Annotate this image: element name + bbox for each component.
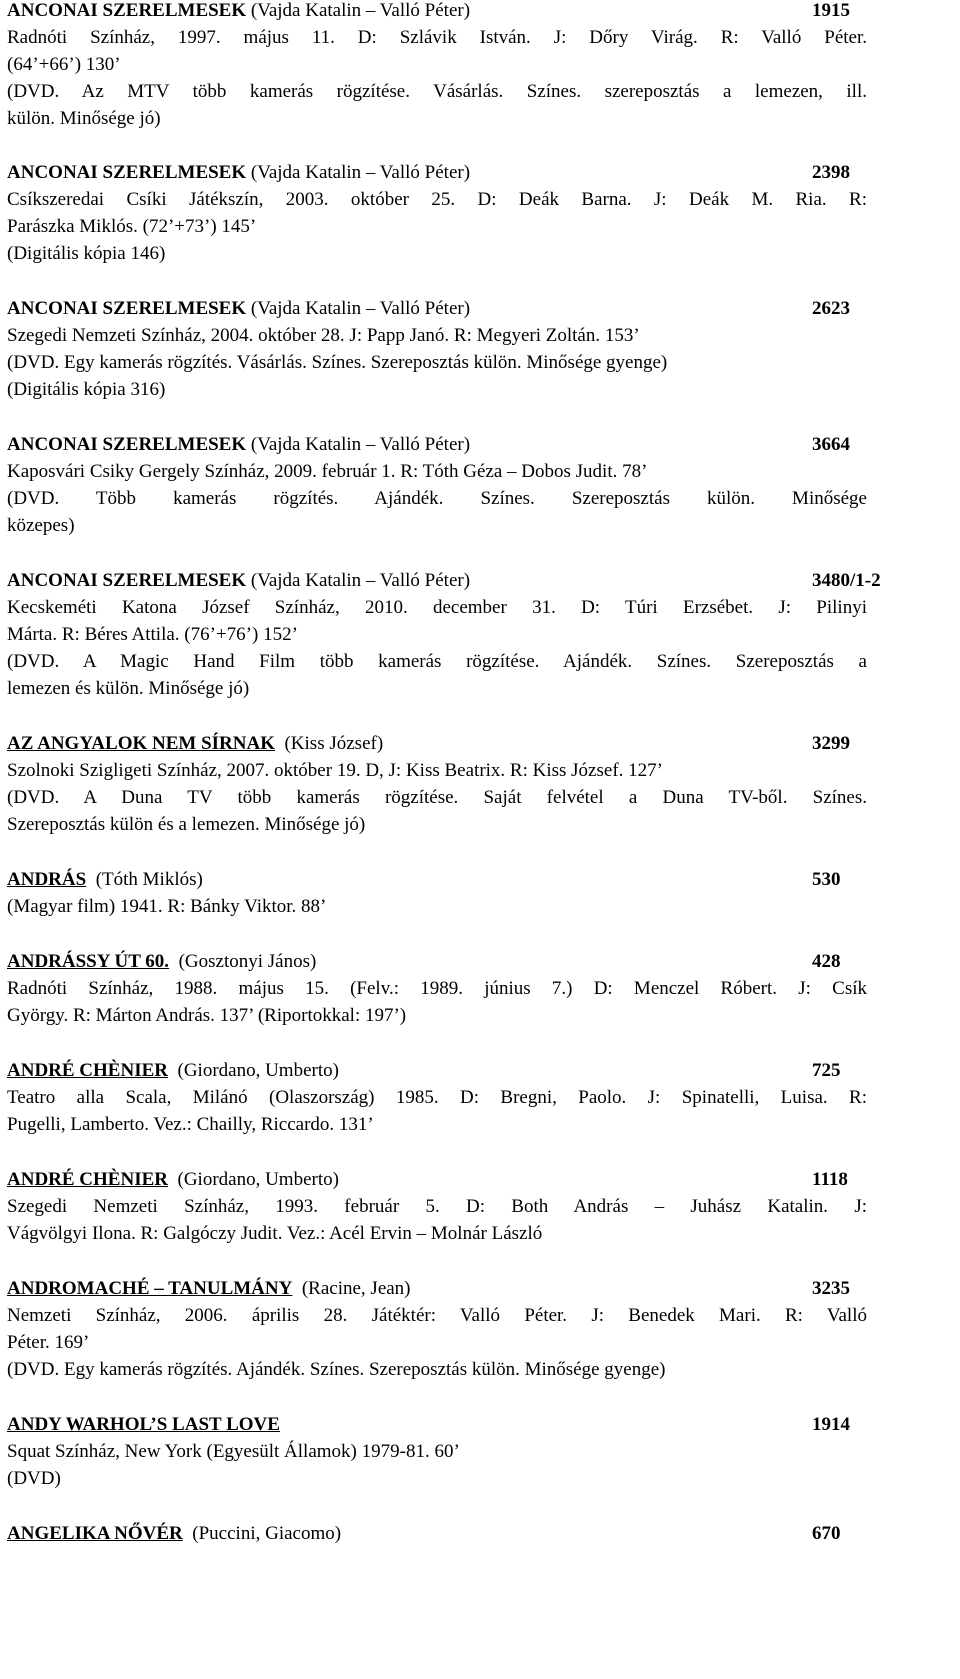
entry-catalog-number: 725 (812, 1060, 841, 1081)
entry-catalog-number: 2398 (812, 162, 850, 183)
entry-detail-line: Nemzeti Színház, 2006. április 28. Játéktér: Valló Péter. J: Benedek Mari. R: Valló (7, 1305, 867, 1326)
entry-author: (Vajda Katalin – Valló Péter) (246, 0, 471, 21)
entry-author: (Vajda Katalin – Valló Péter) (246, 570, 471, 591)
entry-catalog-number: 428 (812, 951, 841, 972)
entry-catalog-number: 3299 (812, 733, 850, 754)
entry-header (7, 1060, 867, 1087)
catalog-entry (7, 733, 867, 841)
entry-detail-line: (Digitális kópia 316) (7, 379, 166, 400)
entry-title: ANCONAI SZERELMESEK (7, 298, 247, 319)
entry-header (7, 733, 867, 760)
entry-title: ANCONAI SZERELMESEK (7, 0, 247, 21)
entry-detail-line: (64’+66’) 130’ (7, 54, 121, 75)
entry-header (7, 869, 867, 896)
entry-catalog-number: 530 (812, 869, 841, 890)
entry-detail-line: (DVD. Egy kamerás rögzítés. Vásárlás. Színes. Szereposztás külön. Minősége gyenge) (7, 352, 668, 373)
entry-detail-line: közepes) (7, 515, 75, 536)
entry-detail-line: Csíkszeredai Csíki Játékszín, 2003. október 25. D: Deák Barna. J: Deák M. Ria. R: (7, 189, 867, 210)
entry-detail-line: Vágvölgyi Ilona. R: Galgóczy Judit. Vez.: Acél Ervin – Molnár László (7, 1223, 543, 1244)
entry-header (7, 434, 867, 461)
entry-header (7, 951, 867, 978)
catalog-entry (7, 570, 881, 705)
entry-detail-line: Szegedi Nemzeti Színház, 1993. február 5. D: Both András – Juhász Katalin. J: (7, 1196, 867, 1217)
entry-detail-line: külön. Minősége jó) (7, 108, 161, 129)
entry-detail-line: Kaposvári Csiky Gergely Színház, 2009. február 1. R: Tóth Géza – Dobos Judit. 78’ (7, 461, 648, 482)
entry-catalog-number: 1914 (812, 1414, 850, 1435)
entry-detail-line: (DVD) (7, 1468, 61, 1489)
entry-header (7, 1414, 867, 1441)
entry-header (7, 1169, 867, 1196)
entry-title: ANDRÁS (7, 869, 87, 890)
entry-header (7, 162, 867, 189)
catalog-entry (7, 434, 867, 542)
entry-catalog-number: 670 (812, 1523, 841, 1544)
entry-author: (Vajda Katalin – Valló Péter) (246, 162, 471, 183)
catalog-entry (7, 951, 867, 1032)
entry-title: ANDRÉ CHÈNIER (7, 1169, 168, 1190)
catalog-entry (7, 1060, 867, 1141)
entry-header (7, 0, 867, 27)
entry-title: ANCONAI SZERELMESEK (7, 570, 247, 591)
entry-detail-line: Szereposztás külön és a lemezen. Minősége jó) (7, 814, 366, 835)
entry-detail-line: (DVD. Több kamerás rögzítés. Ajándék. Színes. Szereposztás külön. Minősége (7, 488, 867, 509)
entry-detail-line: Szegedi Nemzeti Színház, 2004. október 28. J: Papp Janó. R: Megyeri Zoltán. 153’ (7, 325, 640, 346)
entry-title: ANCONAI SZERELMESEK (7, 162, 247, 183)
catalog-entry (7, 1169, 867, 1250)
entry-title: ANDROMACHÉ – TANULMÁNY (7, 1278, 293, 1299)
entry-header (7, 1523, 867, 1550)
catalog-entry (7, 1523, 867, 1550)
entry-author: (Vajda Katalin – Valló Péter) (246, 298, 471, 319)
entry-detail-line: Péter. 169’ (7, 1332, 90, 1353)
entry-header (7, 1278, 867, 1305)
entry-detail-line: Szolnoki Szigligeti Színház, 2007. október 19. D, J: Kiss Beatrix. R: Kiss József. 127’ (7, 760, 663, 781)
entry-catalog-number: 2623 (812, 298, 850, 319)
catalog-entry (7, 1278, 867, 1386)
catalog-entry (7, 298, 867, 406)
entry-catalog-number: 3235 (812, 1278, 850, 1299)
entry-detail-line: (DVD. Az MTV több kamerás rögzítése. Vásárlás. Színes. szereposztás a lemezen, ill. (7, 81, 867, 102)
entry-title: ANDRÉ CHÈNIER (7, 1060, 168, 1081)
entry-author: (Tóth Miklós) (86, 869, 203, 890)
entry-header (7, 298, 867, 325)
entry-detail-line: (DVD. A Duna TV több kamerás rögzítése. Saját felvétel a Duna TV-ből. Színes. (7, 787, 867, 808)
entry-title: ANGELIKA NŐVÉR (7, 1523, 183, 1544)
catalog-entry (7, 869, 867, 923)
entry-author: (Vajda Katalin – Valló Péter) (246, 434, 471, 455)
catalog-entry (7, 0, 867, 135)
entry-author: (Giordano, Umberto) (168, 1169, 339, 1190)
entry-title: ANDRÁSSY ÚT 60. (7, 951, 170, 972)
entry-title: AZ ANGYALOK NEM SÍRNAK (7, 733, 275, 754)
entry-detail-line: Parászka Miklós. (72’+73’) 145’ (7, 216, 257, 237)
entry-detail-line: (DVD. Egy kamerás rögzítés. Ajándék. Színes. Szereposztás külön. Minősége gyenge) (7, 1359, 666, 1380)
entry-title: ANDY WARHOL’S LAST LOVE (7, 1414, 280, 1435)
entry-author: (Giordano, Umberto) (168, 1060, 339, 1081)
entry-detail-line: Radnóti Színház, 1997. május 11. D: Szlávik István. J: Dőry Virág. R: Valló Péter. (7, 27, 867, 48)
entry-header (7, 570, 881, 597)
entry-catalog-number: 3664 (812, 434, 850, 455)
entry-detail-line: György. R: Márton András. 137’ (Riportokkal: 197’) (7, 1005, 407, 1026)
entry-detail-line: lemezen és külön. Minősége jó) (7, 678, 250, 699)
entry-author: (Puccini, Giacomo) (182, 1523, 342, 1544)
entry-detail-line: Márta. R: Béres Attila. (76’+76’) 152’ (7, 624, 298, 645)
entry-catalog-number: 1118 (812, 1169, 848, 1190)
entry-detail-line: (Digitális kópia 146) (7, 243, 166, 264)
entry-detail-line: Kecskeméti Katona József Színház, 2010. december 31. D: Túri Erzsébet. J: Pilinyi (7, 597, 867, 618)
entry-author: (Racine, Jean) (292, 1278, 411, 1299)
entry-detail-line: (DVD. A Magic Hand Film több kamerás rögzítése. Ajándék. Színes. Szereposztás a (7, 651, 867, 672)
entry-title: ANCONAI SZERELMESEK (7, 434, 247, 455)
catalog-entry (7, 1414, 867, 1495)
entry-catalog-number: 3480/1-2 (812, 570, 881, 591)
entry-detail-line: Teatro alla Scala, Milánó (Olaszország) 1985. D: Bregni, Paolo. J: Spinatelli, Luisa. R: (7, 1087, 867, 1108)
entry-detail-line: Radnóti Színház, 1988. május 15. (Felv.: 1989. június 7.) D: Menczel Róbert. J: Csík (7, 978, 867, 999)
catalog-entry (7, 162, 867, 270)
entry-author: (Gosztonyi János) (169, 951, 317, 972)
entry-author: (Kiss József) (274, 733, 384, 754)
entry-detail-line: Squat Színház, New York (Egyesült Államok) 1979-81. 60’ (7, 1441, 460, 1462)
entry-catalog-number: 1915 (812, 0, 850, 21)
entry-detail-line: (Magyar film) 1941. R: Bánky Viktor. 88’ (7, 896, 327, 917)
entry-detail-line: Pugelli, Lamberto. Vez.: Chailly, Riccardo. 131’ (7, 1114, 374, 1135)
